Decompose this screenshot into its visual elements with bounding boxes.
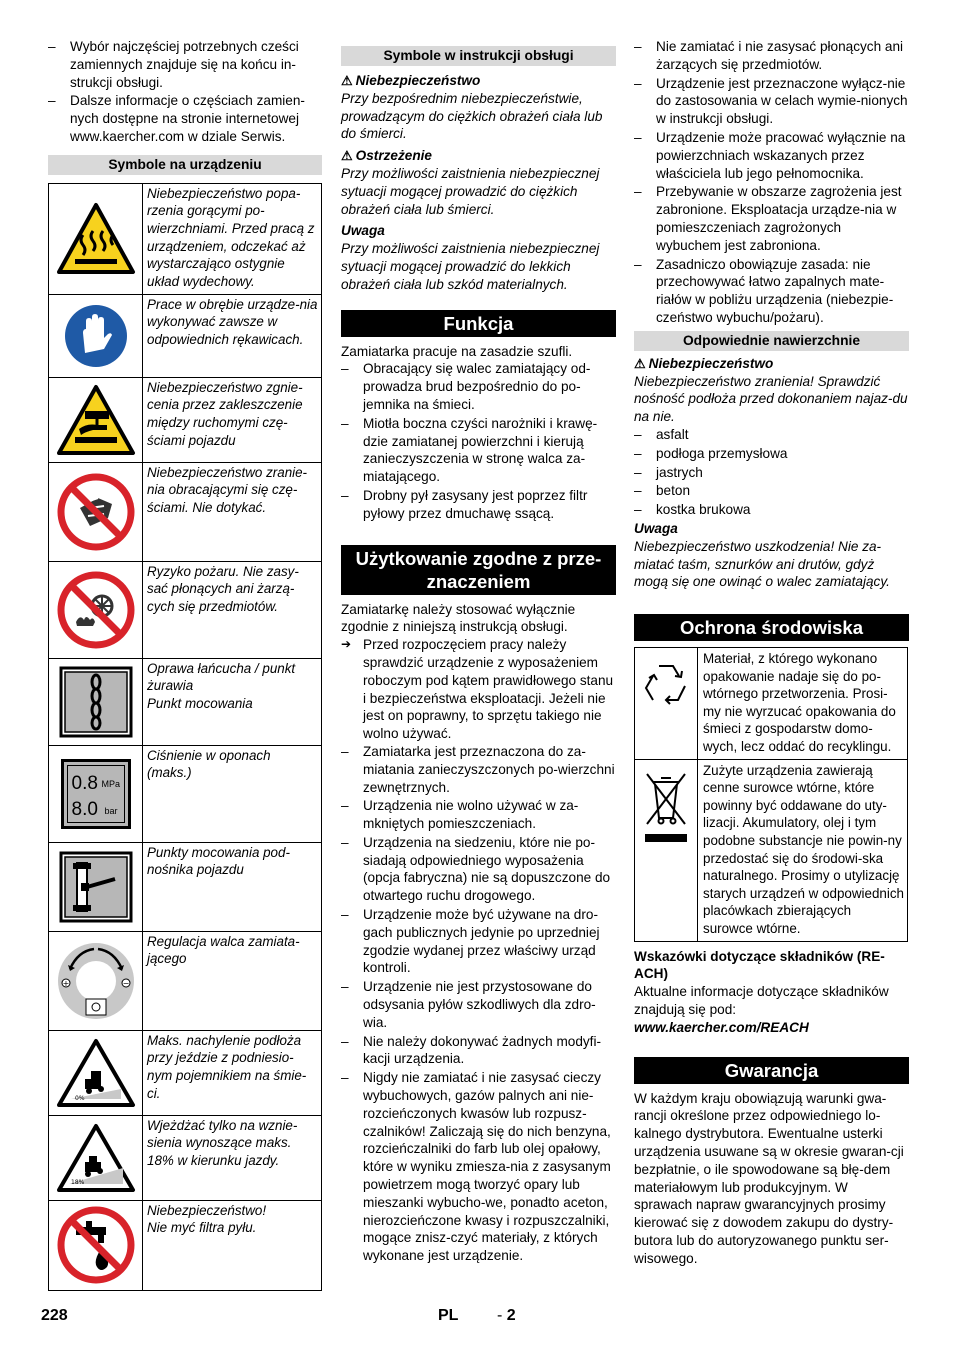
table-row bbox=[635, 648, 908, 760]
column-right bbox=[634, 38, 909, 1268]
sweeping-roller-adjust-icon bbox=[49, 932, 142, 1030]
slope-label: 18% bbox=[70, 1178, 84, 1186]
list-item: – podłoga przemysłowa bbox=[634, 445, 909, 463]
list-item: – jastrych bbox=[634, 464, 909, 482]
section-number-value: 2 bbox=[506, 1307, 516, 1324]
pressure-value-bar: 8.0 bbox=[71, 798, 98, 820]
reach-link[interactable]: www.kaercher.com/REACH bbox=[634, 1019, 809, 1035]
function-intro: Zamiatarka pracuje na zasadzie szufli. bbox=[341, 343, 573, 359]
list-item: – Drobny pył zasysany jest poprzez filtr pyłowy przez dmuchawę ssącą. bbox=[341, 487, 616, 523]
list-item: – Dalsze informacje o częściach zamien-nych dostępne na stronie internetowej www.kaercher.com w dziale Serwis. bbox=[48, 92, 322, 145]
table-row bbox=[635, 759, 908, 941]
section-heading-environment: Ochrona środowiska bbox=[634, 614, 909, 641]
intended-use-intro: Zamiatarkę należy stosować wyłącznie zgodnie z niniejszą instrukcją obsługi. bbox=[341, 601, 576, 635]
warning-text: Przy możliwości zaistnienia niebezpiecznej sytuacji mogącej prowadzić do ciężkich obrażeń ciała lub śmierci. bbox=[341, 165, 600, 217]
surfaces-caution-heading: Uwaga bbox=[634, 520, 678, 536]
section-heading-device-symbols: Symbole na urządzeniu bbox=[48, 155, 322, 175]
surfaces-danger-text: Niebezpieczeństwo zranienia! Sprawdzić nośność podłoża przed dokonaniem najaz-du na nie. bbox=[634, 373, 908, 425]
symbol-description: Niebezpieczeństwo popa-rzenia gorącymi po-wierzchniami. Przed pracą z urządzeniem, odczekać aż wystarczająco ostygnie układ wydechowy. bbox=[143, 183, 322, 294]
warning-label: Ostrzeżenie bbox=[355, 148, 432, 164]
environment-text: Zużyte urządzenia zawierają cenne surowce wtórne, które powinny być oddawane do uty-lizacji. Akumulatory, olej i tym podobne substancje nie powin-ny przedostać się do środowi-ska naturalnego. Prosimy o utylizację starych urządzeń w odpowiednich placówkach zbierających surowce wtórne. bbox=[698, 759, 908, 941]
section-prefix: - bbox=[497, 1307, 503, 1324]
recycling-icon bbox=[635, 648, 697, 713]
table-row bbox=[49, 745, 322, 842]
symbol-description: Niebezpieczeństwo! Nie myć filtra pyłu. bbox=[143, 1200, 322, 1290]
wear-gloves-icon bbox=[49, 295, 142, 377]
section-heading-surfaces: Odpowiednie nawierzchnie bbox=[634, 331, 909, 351]
svg-text:−: − bbox=[122, 978, 129, 988]
do-not-wash-filter-icon bbox=[49, 1201, 142, 1290]
caution-heading: Uwaga bbox=[341, 223, 385, 239]
list-item: – Miotła boczna czyści narożniki i krawę-dzie zamiatanej powierzchni i kierują zanieczyszczenia w stronę walca za-miatającego. bbox=[341, 415, 616, 486]
vehicle-jack-points-icon bbox=[49, 843, 142, 931]
tire-pressure-icon bbox=[49, 746, 142, 842]
no-burning-objects-icon bbox=[49, 562, 142, 658]
symbol-description: Maks. nachylenie podłoża przy jeździe z podniesio-nym pojemnikiem na śmie-ci. bbox=[143, 1030, 322, 1115]
slope-label: 0% bbox=[74, 1094, 85, 1102]
list-item: – Wybór najczęściej potrzebnych cześci zamiennych znajduje się na końcu in-strukcji obsługi. bbox=[48, 38, 322, 91]
table-row bbox=[49, 842, 322, 931]
list-item: – Nie należy dokonywać żadnych modyfi-kacji urządzenia. bbox=[341, 1033, 616, 1069]
table-row bbox=[49, 561, 322, 658]
language-code: PL bbox=[438, 1307, 459, 1324]
column-middle bbox=[341, 38, 616, 1266]
intended-use-arrow-item: ➔ Przed rozpoczęciem pracy należy sprawdzić urządzenie z wyposażeniem roboczym pod kątem prawidłowego stanu i bezpieczeństwa eksploatacji. Jeżeli nie jest on poprawny, to sprzętu takiego nie wolno używać. bbox=[341, 636, 616, 743]
warning-triangle-icon: ⚠ bbox=[634, 355, 646, 371]
symbol-description: Niebezpieczeństwo zranie-nia obracającymi się czę-ściami. Nie dotykać. bbox=[143, 462, 322, 561]
list-item: – kostka brukowa bbox=[634, 501, 909, 519]
environment-text: Materiał, z którego wykonano opakowanie nadaje się do po-wtórnego przetworzenia. Prosi-my nie wyrzucać opakowania do śmieci z gospodarstw domo-wych, lecz oddać do recyklingu. bbox=[698, 648, 908, 760]
warranty-text: W każdym kraju obowiązują warunki gwa-rancji określone przez odpowiedniego lo-kalnego dystrybutora. Ewentualne usterki urządzenia usuwane są w okresie gwaran-cji bezpłatnie, o ile spowodowane są błę-dem materiałowym lub produkcyjnym. W sprawach napraw gwarancyjnych prosimy kierować się z dowodem zakupu do dystry-butora lub do autoryzowanego punktu ser-wisowego. bbox=[634, 1090, 904, 1266]
table-row bbox=[49, 183, 322, 294]
table-row bbox=[49, 294, 322, 377]
surfaces-caution-text: Niebezpieczeństwo uszkodzenia! Nie za-miatać taśm, sznurków ani drutów, gdyż mogą się one owinąć o walec zamiatający. bbox=[634, 538, 890, 590]
symbol-description: Regulacja walca zamiata-jącego bbox=[143, 931, 322, 1030]
warning-triangle-icon: ⚠ bbox=[341, 148, 353, 164]
hot-surface-warning-icon bbox=[49, 184, 142, 294]
table-row bbox=[49, 377, 322, 462]
list-item: – Nigdy nie zamiatać i nie zasysać cieczy wybuchowych, gazów palnych ani nie-rozcieńczonych kwasów lub rozpusz-czalników! Zaliczają się do nich benzyna, rozcieńczalniki do farb lub olej opałowy, które w wyniku zmiesza-nia z zasysanym powietrzem mogą tworzyć opary lub mieszanki wybucho-we, ponadto aceton, nierozcieńczone kwasy i rozpuszczalniki, mogące znisz-czyć materiały, z których wykonane jest urządzenie. bbox=[341, 1069, 616, 1265]
table-row bbox=[49, 658, 322, 745]
do-not-touch-rotating-parts-icon bbox=[49, 463, 142, 561]
symbol-description: Oprawa łańcucha / punkt żurawia Punkt mocowania bbox=[143, 658, 322, 745]
list-item: – asfalt bbox=[634, 426, 909, 444]
list-item: – Urządzenie jest przeznaczone wyłącz-nie do zastosowania w celach wymie-nionych w instrukcji obsługi. bbox=[634, 75, 909, 128]
section-heading-warranty: Gwarancja bbox=[634, 1057, 909, 1084]
list-item: – Przebywanie w obszarze zagrożenia jest zabronione. Eksploatacja urządze-nia w pomieszczeniach zagrożonych wybuchem jest zabroniona. bbox=[634, 183, 909, 254]
svg-text:+: + bbox=[62, 978, 69, 988]
max-slope-lifted-container-icon bbox=[49, 1031, 142, 1115]
intended-use-list bbox=[341, 743, 616, 1265]
reach-text: Aktualne informacje dotyczące składników znajdują się pod: bbox=[634, 984, 889, 1017]
symbol-description: Ciśnienie w oponach (maks.) bbox=[143, 745, 322, 842]
table-row bbox=[49, 1200, 322, 1290]
reach-heading: Wskazówki dotyczące składników (RE-ACH) bbox=[634, 948, 885, 982]
caution-text: Przy możliwości zaistnienia niebezpiecznej sytuacji mogącej prowadzić do lekkich obrażeń ciała lub szkód materialnych. bbox=[341, 241, 600, 292]
surfaces-danger-label: Niebezpieczeństwo bbox=[648, 355, 774, 371]
list-item: – Zamiatarka jest przeznaczona do za-miatania zanieczyszczonych po-wierzchni zewnętrznych. bbox=[341, 743, 616, 796]
surfaces-list bbox=[634, 426, 909, 519]
section-heading-function: Funkcja bbox=[341, 310, 616, 337]
function-list bbox=[341, 360, 616, 522]
pressure-unit-mpa: MPa bbox=[101, 778, 121, 789]
list-item: – Urządzenie może być używane na dro-gach publicznych jedynie po uprzedniej zgodzie wydanej przez właściwy urząd kontroli. bbox=[341, 906, 616, 977]
danger-heading bbox=[341, 72, 616, 90]
section-number bbox=[497, 1307, 516, 1325]
table-row bbox=[49, 1030, 322, 1115]
list-item: – Obracający się walec zamiatający od-prowadza brud bezpośrednio do po-jemnika na śmieci. bbox=[341, 360, 616, 413]
symbol-description: Wjeżdżać tylko na wznie-sienia wynoszące maks. 18% w kierunku jazdy. bbox=[143, 1115, 322, 1200]
page-number: 228 bbox=[41, 1307, 68, 1324]
pressure-unit-bar: bar bbox=[104, 805, 118, 816]
list-item: – Zasadniczo obowiązuje zasada: nie przechowywać łatwo zapalnych mate-riałów w pobliżu urządzenia (niebezpie-czeństwo wybuchu/pożaru). bbox=[634, 256, 909, 327]
usage-list bbox=[634, 38, 909, 327]
section-heading-intended-use: Użytkowanie zgodne z prze-znaczeniem bbox=[341, 545, 616, 595]
list-item: – Urządzenia na siedzeniu, które nie po-siadają odpowiedniego wyposażenia (opcja fabryczna) nie są dopuszczone do otwartego ruchu drogowego. bbox=[341, 834, 616, 905]
crushing-hazard-icon bbox=[49, 378, 142, 462]
symbol-description: Prace w obrębie urządze-nia wykonywać zawsze w odpowiednich rękawicach. bbox=[143, 294, 322, 377]
symbol-description: Ryzyko pożaru. Nie zasy-sać płonących ani żarzą-cych się przedmiotów. bbox=[143, 561, 322, 658]
pressure-value-mpa: 0.8 bbox=[71, 772, 98, 794]
surfaces-danger-heading bbox=[634, 355, 909, 373]
list-item: – beton bbox=[634, 482, 909, 500]
warning-triangle-icon: ⚠ bbox=[341, 73, 353, 88]
device-symbols-table bbox=[48, 183, 322, 1291]
environment-table bbox=[634, 647, 908, 942]
list-item: – Urządzenie może pracować wyłącznie na powierzchniach wskazanych przez właściciela lub jego pełnomocnika. bbox=[634, 129, 909, 182]
list-item: – Nie zamiatać i nie zasysać płonących ani żarzących się przedmiotów. bbox=[634, 38, 909, 74]
warning-heading bbox=[341, 147, 616, 165]
table-row bbox=[49, 931, 322, 1030]
column-left bbox=[48, 38, 322, 1291]
danger-label: Niebezpieczeństwo bbox=[355, 73, 481, 88]
crossed-bin-icon bbox=[635, 760, 697, 853]
symbol-description: Niebezpieczeństwo zgnie-cenia przez zakleszczenie między ruchomymi czę-ściami pojazdu bbox=[143, 377, 322, 462]
danger-text: Przy bezpośrednim niebezpieczeństwie, prowadzącym do ciężkich obrażeń ciała lub do śmierci. bbox=[341, 90, 603, 142]
section-heading-manual-symbols: Symbole w instrukcji obsługi bbox=[341, 46, 616, 66]
list-item: – Urządzenie nie jest przystosowane do odsysania pyłów szkodliwych dla zdro-wia. bbox=[341, 978, 616, 1031]
max-slope-icon bbox=[49, 1116, 142, 1200]
table-row bbox=[49, 1115, 322, 1200]
symbol-description: Punkty mocowania pod-nośnika pojazdu bbox=[143, 842, 322, 931]
intro-list bbox=[48, 38, 322, 146]
chain-mount-icon bbox=[49, 659, 142, 745]
list-item: – Urządzenia nie wolno używać w za-mkniętych pomieszczeniach. bbox=[341, 797, 616, 833]
table-row bbox=[49, 462, 322, 561]
